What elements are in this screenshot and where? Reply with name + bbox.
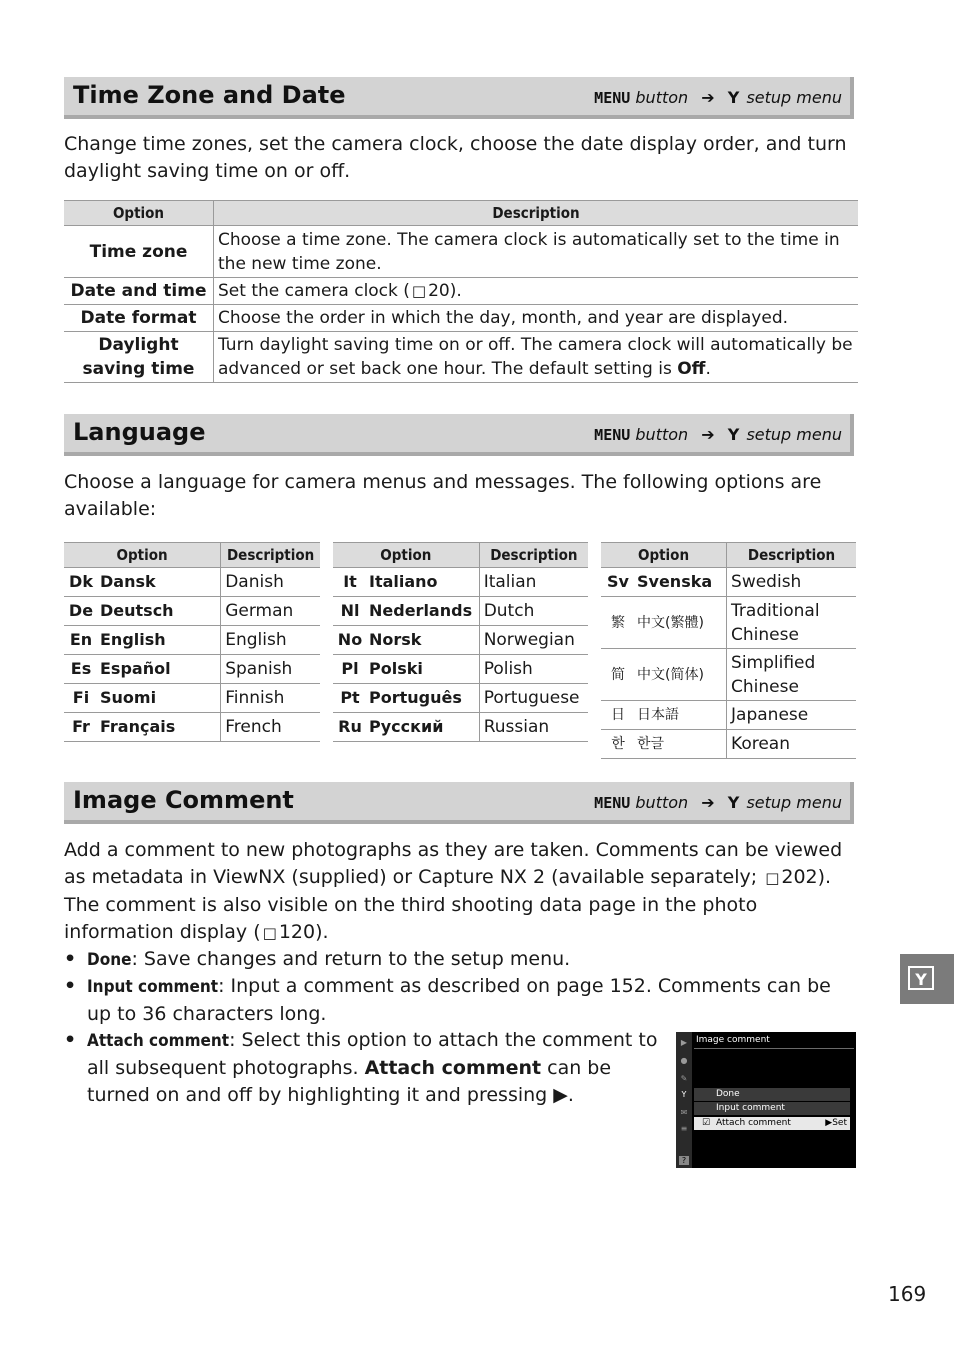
wrench-icon: Y [727, 425, 740, 444]
arrow-icon: ➔ [701, 793, 715, 812]
playback-icon: ▶ [680, 1038, 688, 1047]
table-row: En English English [64, 626, 320, 655]
table-row: 한 한글 Korean [601, 730, 856, 759]
checkbox-icon: ☑ [702, 1118, 711, 1128]
setup-menu-icon: Y [908, 966, 934, 990]
col-header-option: Option [64, 201, 214, 226]
col-header-description: Description [214, 201, 859, 226]
book-icon: □ [411, 282, 427, 300]
table-row: Es Español Spanish [64, 655, 320, 684]
bullet-icon: • [64, 1029, 77, 1051]
list-item: • Input comment: Input a comment as described on page 152. Comments can be up to 36 characters long. [64, 975, 831, 1025]
camera-menu-screenshot [676, 1032, 856, 1168]
table-row: No Norsk Norwegian [333, 626, 588, 655]
section-title: Image Comment [73, 786, 294, 814]
menu-breadcrumb: MENU button ➔ Y setup menu [594, 793, 842, 812]
menu-breadcrumb: MENU button ➔ Y setup menu [594, 88, 842, 107]
table-row: Time zone Choose a time zone. The camera clock is automatically set to the time in the new time zone. [64, 226, 858, 278]
language-table-2: Option Description It Italiano Italian Nl Nederlands Dutch No Norsk Norwegian Pl Polski Polish Pt Português Portuguese Ru Русский Russian [333, 542, 588, 742]
divider [694, 1048, 854, 1049]
table-row: Pt Português Portuguese [333, 684, 588, 713]
list-item: • Attach comment: Select this option to attach the comment to all subsequent photographs. Attach comment can be turned on and off by highlighting it and pressing ▶. [64, 1029, 658, 1106]
wrench-icon: Y [727, 88, 740, 107]
language-table-3: Option Description Sv Svenska Swedish 繁 中文(繁體) Traditional Chinese 简 中文(简体) Simplified Chinese 日 日本語 Japanese 한 한글 Korean [601, 542, 856, 759]
table-row: De Deutsch German [64, 597, 320, 626]
table-row: Date and time Set the camera clock ( □ 20). [64, 278, 858, 305]
intro-paragraph: Change time zones, set the camera clock, choose the date display order, and turn daylight saving time on or off. [64, 133, 847, 182]
wrench-icon: Y [727, 793, 740, 812]
menu-breadcrumb: MENU button ➔ Y setup menu [594, 425, 842, 444]
lcd-title: Image comment [696, 1035, 770, 1045]
table-row: Fi Suomi Finnish [64, 684, 320, 713]
lcd-item-attach-comment: ☑ Attach comment ▶Set [694, 1117, 850, 1130]
book-icon: □ [765, 869, 780, 887]
table-row: It Italiano Italian [333, 568, 588, 597]
table-row: Nl Nederlands Dutch [333, 597, 588, 626]
lcd-item-input-comment: Input comment [694, 1102, 850, 1115]
camera-icon: ● [680, 1056, 688, 1065]
section-header-language [64, 414, 854, 456]
section-header-time-zone [64, 77, 854, 119]
table-row: 繁 中文(繁體) Traditional Chinese [601, 597, 856, 649]
table-row: Date format Choose the order in which the day, month, and year are displayed. [64, 305, 858, 332]
section-header-image-comment [64, 782, 854, 824]
wrench-icon: Y [681, 1090, 687, 1099]
menu-tab-column [676, 1032, 692, 1168]
bullet-icon: • [64, 948, 77, 970]
set-label: ▶Set [825, 1118, 847, 1128]
pencil-icon: ✎ [680, 1074, 688, 1083]
table-row: 日 日本語 Japanese [601, 701, 856, 730]
options-table [64, 200, 858, 383]
language-table-1: Option Description Dk Dansk Danish De Deutsch German En English English Es Español Spanish Fi Suomi Finnish Fr Français French [64, 542, 320, 742]
bullet-icon: • [64, 975, 77, 997]
table-row: Pl Polski Polish [333, 655, 588, 684]
table-row: Fr Français French [64, 713, 320, 742]
list-item: • Done: Save changes and return to the setup menu. [64, 946, 856, 974]
table-row: Sv Svenska Swedish [601, 568, 856, 597]
arrow-icon: ➔ [701, 425, 715, 444]
lcd-item-done: Done [694, 1088, 850, 1101]
arrow-icon: ➔ [701, 88, 715, 107]
chapter-tab [900, 954, 954, 1004]
section-title: Language [73, 418, 206, 446]
right-arrow-icon: ▶ [553, 1084, 568, 1106]
book-icon: □ [262, 924, 277, 942]
page-number: 169 [888, 1282, 927, 1306]
table-row: 简 中文(简体) Simplified Chinese [601, 649, 856, 701]
intro-paragraph: Choose a language for camera menus and messages. The following options are available: [64, 471, 822, 520]
help-icon: ? [679, 1156, 689, 1165]
list-icon: ≡ [680, 1124, 688, 1133]
table-row: Daylight saving time Turn daylight saving time on or off. The camera clock will automatically be advanced or set back one hour. The default setting is Off. [64, 332, 858, 383]
table-row: Ru Русский Russian [333, 713, 588, 742]
table-row: Dk Dansk Danish [64, 568, 320, 597]
intro-paragraph: Add a comment to new photographs as they are taken. Comments can be viewed as metadata in ViewNX (supplied) or Capture NX 2 (available separately; □ 202). The comment is also visible on the third shooting data page in the photo information display ( □ 120). [64, 837, 856, 947]
retouch-icon: ✉ [680, 1108, 688, 1117]
section-title: Time Zone and Date [73, 81, 346, 109]
